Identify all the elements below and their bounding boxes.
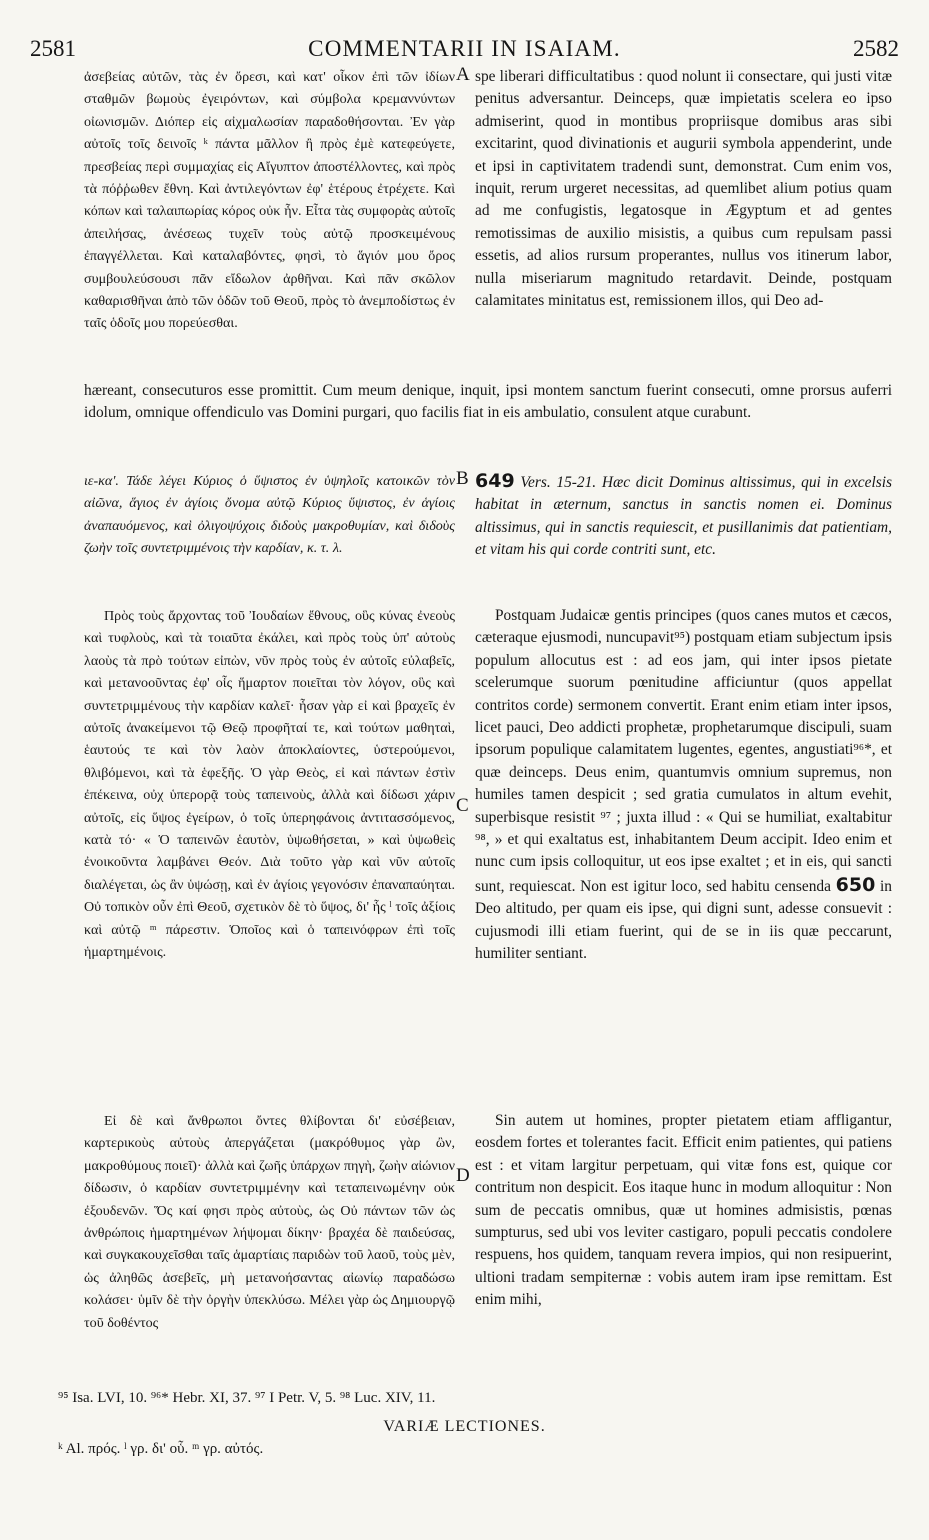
greek-verse-heading-block bbox=[84, 470, 455, 560]
latin-column-block-1 bbox=[475, 66, 892, 312]
latin-column-block-2 bbox=[475, 605, 892, 966]
latin-paragraph-2b: in Deo altitudo, per quam eis ipse, qui digni sunt, adesse consuevit : cujusmodi illi etiam fuerint, qui de se in iis quæ peccarunt, humiliter sentiant. bbox=[475, 877, 892, 963]
greek-paragraph-1: ἀσεβείας αὐτῶν, τὰς ἐν ὄρεσι, καὶ κατ' οἶκον ἐπὶ τῶν ἰδίων σταθμῶν βωμοὺς ἐγειρόντων, καὶ σύμβολα κρεμαννύντων οἰωνισμῶν. Διόπερ εἰς αἰχμαλωσίαν παραδοθήσονται. Ἐν γὰρ αὐτοῖς τοῖς δεινοῖς ᵏ πάντα μᾶλλον ἢ πρὸς ἐμὲ κατεφεύγετε, πρεσβείας περὶ συμμαχίας εἰς Αἴγυπτον ἀποστέλλοντες, καὶ πρὸς τὰ πόῤῥωθεν ἔθνη. Καὶ ἀντιλεγόντων ἐφ' ἑτέρους ἐτρέχετε. Καὶ κόπων καὶ ταλαιπωρίας κόρος οὐκ ἦν. Εἶτα τὰς συμφορὰς αὐτοῖς ἀπειλήσας, ἀνέσεως τυχεῖν τοὺς αὐτῷ προσκειμένους ἐπαγγέλλεται. Καὶ καταλαβόντες, φησὶ, τὸ ἅγιόν μου ὄρος συμβουλεύσουσι πᾶν εἴδωλον ἀρθῆναι. Καὶ πᾶν σκῶλον καθαρισθῆναι ἀπὸ τῶν ὁδῶν τοῦ Θεοῦ, πρὸς τὸ ἀνεμποδίστως ἐν ταῖς ὁδοῖς μου πορεύεσθαι. bbox=[84, 69, 455, 332]
greek-paragraph-2: Πρὸς τοὺς ἄρχοντας τοῦ Ἰουδαίων ἔθνους, οὓς κύνας ἐνεοὺς καὶ τυφλοὺς, καὶ τὰ τοιαῦτα ἐκάλει, καὶ πρὸς τοὺς ὑπ' αὐτοὺς λαοὺς τὰ πρὸ τούτων εἰπὼν, νῦν πρὸς τοὺς ἐν αὐτοῖς εὐλαβεῖς, καὶ μετανοοῦντας ἐφ' οἷς ἥμαρτον ποιεῖται τὸν λόγον, οὓς καὶ συντετριμμένους τὴν καρδίαν καλεῖ· ἦσαν γὰρ εἰ καὶ βραχεῖς ἐν αὐτοῖς ἀνακείμενοι τῷ Θεῷ προφῆταί τε, καὶ τούτων μαθηταὶ, ἑαυτούς τε καὶ τὸν λαὸν ἀποκλαίοντες, ὑστερούμενοι, θλιβόμενοι, καὶ τὰ ἑφεξῆς. Ὁ γὰρ Θεὸς, εἰ καὶ πάντων ἐστὶν ἐπέκεινα, οὐχ ὑπερορᾷ τοὺς ταπεινοὺς, ἀλλὰ καὶ δίδωσι χάριν αὐτοῖς, εἰς ὕψος ἐγείρων, ὁ τοῖς ὑπερηφάνοις ἀντιτασσόμενος, κατὰ τό· « Ὁ ταπεινῶν ἑαυτὸν, ὑψωθήσεται, » καὶ ὑψωθεὶς ἐνοικοῦντα λαμβάνει Θεόν. Διὰ τοῦτο γὰρ καὶ νῦν αὐτοῖς διαλέγεται, ὡς ἂν ὑψώσῃ, καὶ ἐν ἁγίοις γεγονόσιν ἐπαναπαύηται. Οὐ τοπικὸν οὖν ἐπὶ Θεοῦ, σχετικὸν δὲ τὸ ὕψος, δι' ἧς ˡ τοῖς ἀξίοις καὶ αὐτῷ ᵐ πάρεστιν. Ὁποῖος καὶ ὁ ταπεινόφρων ἐπὶ τοῖς ἡμαρτημένοις. bbox=[84, 608, 455, 961]
latin-verse-heading-block bbox=[475, 470, 892, 562]
margin-letter-d: D bbox=[456, 1165, 470, 1186]
footnotes: ⁹⁵ Isa. LVI, 10. ⁹⁶* Hebr. XI, 37. ⁹⁷ I Petr. V, 5. ⁹⁸ Luc. XIV, 11. bbox=[58, 1390, 436, 1406]
margin-letter-c: C bbox=[456, 795, 469, 816]
page-number-right: 2582 bbox=[853, 36, 899, 61]
column-number-650: 650 bbox=[835, 873, 876, 896]
variae-lectiones: ᵏ Al. πρός. ˡ γρ. δι' οὗ. ᵐ γρ. αὐτός. bbox=[58, 1441, 264, 1457]
latin-paragraph-3: Sin autem ut homines, propter pietatem etiam affligantur, eosdem fortes et tolerantes facit. Efficit enim patientes, qui patiens est : et vitam largitur perpetuam, qui vitæ fons est, quique cor contritum non despicit. Eos itaque hunc in modum alloquitur : Non sum de peccatis omnibus, quæ ut homines admisistis, pœnas sumpturus, sed ubi vos leviter castigaro, populi peccatis condolere respuens, hos quidem, tanquam revera impios, qui non resipuerint, ultioni tradam sempiternæ : vobis autem iram ipse remittam. Est enim mihi, bbox=[475, 1112, 892, 1309]
latin-full-width-continuation: hæreant, consecuturos esse promittit. Cum meum denique, inquit, ipsi montem sanctum fuerint consecuti, omne prorsus auferri idolum, omnique offendiculo vas Domini purgari, quo facilis fiat in eis ambulatio, consulent atque curabunt. bbox=[84, 382, 892, 422]
variae-lectiones-title: VARIÆ LECTIONES. bbox=[383, 1418, 546, 1435]
latin-verse-heading: Vers. 15-21. Hæc dicit Dominus altissimus, qui in excelsis habitat in æternum, sanctus in sanctis nomen ei. Dominus altissimus, qui in sanctis requiescit, et pusillanimis dat patientiam, et vitam his qui corde contriti sunt, etc. bbox=[475, 474, 892, 559]
greek-column-block-2 bbox=[84, 605, 455, 964]
margin-letter-b: B bbox=[456, 468, 469, 489]
greek-paragraph-3: Εἰ δὲ καὶ ἄνθρωποι ὄντες θλίβονται δι' εὐσέβειαν, καρτερικοὺς αὐτοὺς ἀπεργάζεται (μακρόθυμος γὰρ ὢν, μακροθύμους ποιεῖ)· ἀλλὰ καὶ ζωῆς ὑπάρχων πηγὴ, ζωὴν αἰώνιον δίδωσιν, ὁ καρδίαν συντετριμμένην καὶ τεταπεινωμένην οὐκ ἐξουδενῶν. Ὅς καί φησι πρὸς αὐτοὺς, ὡς Οὐ πάντων τῶν ὡς ἀνθρώποις ἡμαρτημένων λήψομαι δίκην· βραχέα δὲ παιδεύσας, καὶ συγκακουχεῖσθαι ταῖς ἁμαρτίαις παριδὼν τοῦ λαοῦ, τοὺς μὲν, ὡς ἀληθῶς ἀσεβεῖς, μὴ μετανοήσαντας αἰωνίῳ παραδώσω κολάσει· ὑμῖν δὲ τὴν ὀργὴν ὑπεκλύσω. Μέλει γὰρ ὡς Δημιουργῷ τοῦ δοθέντος bbox=[84, 1113, 455, 1331]
greek-column-block-3 bbox=[84, 1110, 455, 1334]
margin-letter-a: A bbox=[456, 64, 470, 85]
greek-verse-heading: ιε-κα'. Τάδε λέγει Κύριος ὁ ὕψιστος ἐν ὑψηλοῖς κατοικῶν τὸν αἰῶνα, ἅγιος ἐν ἁγίοις ὄνομα αὐτῷ Κύριος ὕψιστος, ἐν ἁγίοις ἀναπαυόμενος, καὶ ὀλιγοψύχοις διδοὺς μακροθυμίαν, καὶ διδοὺς ζωὴν τοῖς συντετριμμένοις τὴν καρδίαν, κ. τ. λ. bbox=[84, 473, 455, 557]
running-header bbox=[30, 36, 899, 64]
latin-paragraph-1: spe liberari difficultatibus : quod nolunt ii consectare, qui justi vitæ penitus adversantur. Deinceps, quæ impietatis scelera eo ipso admiserint, quod in montibus propriisque domibus aras sibi excitarint, quod divinationis et augurii symbola appenderint, unde et ipsi in captivitatem tradendi sunt, demonstrat. Cum enim vos, inquit, rerum urgeret necessitas, ad quemlibet alium potius quam ad me confugistis, legatosque in Ægyptum et ad gentes remotissimas de auxilio misistis, a quibus cum repulsam passi essetis, ad alios rursum properantes, nullus vos itinerum labor, nulla miseriarum magnitudo retardavit. Deinde, postquam calamitates minitatus est, remissionem illos, qui Deo ad- bbox=[475, 68, 892, 310]
running-title: COMMENTARII IN ISAIAM. bbox=[308, 36, 621, 61]
greek-column-block-1 bbox=[84, 66, 455, 335]
column-number-649: 649 bbox=[475, 470, 515, 492]
page-number-left: 2581 bbox=[30, 36, 76, 61]
latin-column-block-3 bbox=[475, 1110, 892, 1312]
latin-paragraph-2a: Postquam Judaicæ gentis principes (quos canes mutos et cæcos, cæteraque ejusmodi, nuncupavit⁹⁵) postquam etiam subjectum ipsis populum allocutus est : ad eos jam, qui inter ipsos pietate scelerumque suorum pœnitudine afficiuntur (quos appellat contritos corde) sermonem convertit. Erant enim etiam inter ipsos, licet pauci, Deo addicti prophetæ, prophetarumque discipuli, suam ipsorum populique calamitatem lugentes, egentes, angustiati⁹⁶*, et quæ deinceps. Deus enim, quantumvis omnium supremus, non humiles tamen despicit ; sed gratia cumulatos in altum evehit, superbisque resistit ⁹⁷ ; juxta illud : « Qui se humiliat, exaltabitur ⁹⁸, » et qui exaltatus est, inhabitantem Deum accipit. Ideo enim et nunc cum ipsis colloquitur, ut eos ipse exaltet ; et in eis, qui sancti sunt, requiescat. Non est igitur loco, sed habitu censenda bbox=[475, 607, 892, 895]
